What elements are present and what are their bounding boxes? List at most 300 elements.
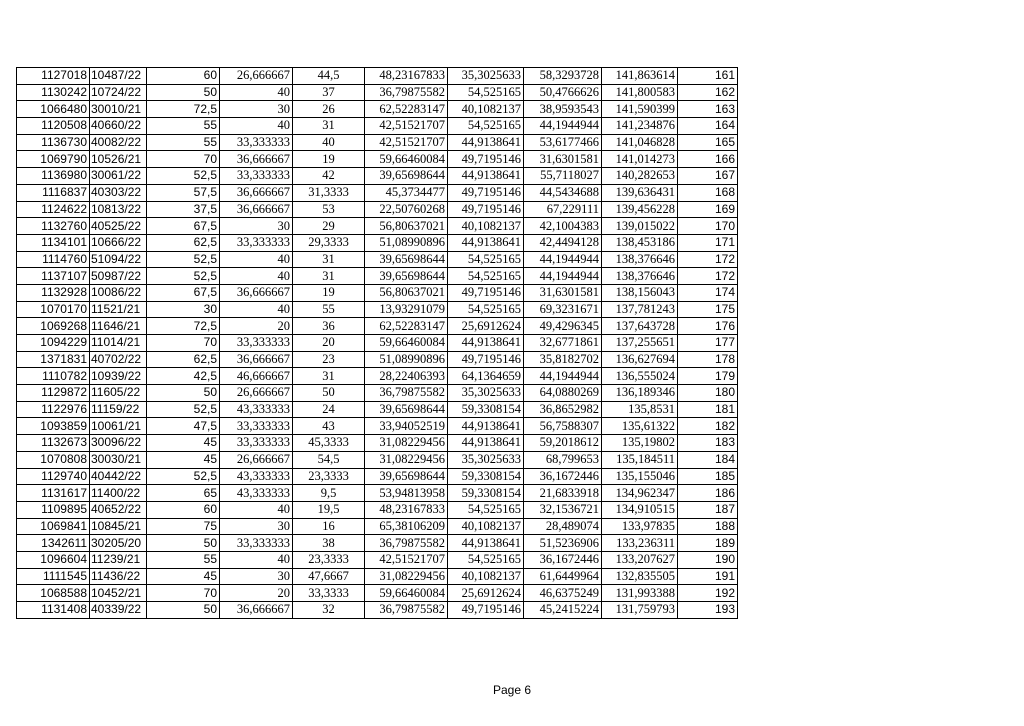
score-a-cell: 55 [147,551,220,568]
score-c-cell: 31 [293,118,365,135]
rank-cell: 186 [678,485,738,502]
score-b-cell: 33,333333 [220,234,293,251]
weighted-c-cell: 36,8652982 [524,401,602,418]
reference-cell: 11521/21 [90,301,147,318]
table-row [17,568,738,585]
weighted-a-cell: 48,23167833 [365,501,448,518]
score-c-cell: 19 [293,284,365,301]
record-id-cell: 1069790 [17,151,90,168]
total-cell: 131,759793 [602,602,678,619]
total-cell: 136,555024 [602,368,678,385]
score-c-cell: 32 [293,602,365,619]
weighted-a-cell: 48,23167833 [365,68,448,85]
weighted-c-cell: 50,4766626 [524,84,602,101]
total-cell: 134,910515 [602,501,678,518]
total-cell: 139,015022 [602,218,678,235]
reference-cell: 30010/21 [90,101,147,118]
table-row [17,218,738,235]
score-b-cell: 36,666667 [220,602,293,619]
score-c-cell: 23,3333 [293,468,365,485]
rank-cell: 179 [678,368,738,385]
score-c-cell: 40 [293,134,365,151]
weighted-a-cell: 56,80637021 [365,284,448,301]
reference-cell: 10666/22 [90,234,147,251]
score-b-cell: 33,333333 [220,435,293,452]
total-cell: 141,590399 [602,101,678,118]
score-a-cell: 47,5 [147,418,220,435]
weighted-c-cell: 44,1944944 [524,268,602,285]
score-a-cell: 62,5 [147,234,220,251]
total-cell: 133,207627 [602,551,678,568]
total-cell: 141,014273 [602,151,678,168]
rank-cell: 174 [678,284,738,301]
reference-cell: 10939/22 [90,368,147,385]
total-cell: 138,156043 [602,284,678,301]
weighted-b-cell: 49,7195146 [448,201,524,218]
reference-cell: 40303/22 [90,184,147,201]
record-id-cell: 1111545 [17,568,90,585]
record-id-cell: 1131617 [17,485,90,502]
rank-cell: 171 [678,234,738,251]
reference-cell: 40525/22 [90,218,147,235]
rank-cell: 181 [678,401,738,418]
score-b-cell: 20 [220,585,293,602]
score-b-cell: 36,666667 [220,351,293,368]
score-b-cell: 30 [220,218,293,235]
table-row [17,385,738,402]
weighted-c-cell: 49,4296345 [524,318,602,335]
weighted-a-cell: 65,38106209 [365,518,448,535]
score-c-cell: 23,3333 [293,551,365,568]
reference-cell: 50987/22 [90,268,147,285]
weighted-b-cell: 40,1082137 [448,218,524,235]
weighted-a-cell: 53,94813958 [365,485,448,502]
table-row [17,368,738,385]
total-cell: 138,453186 [602,234,678,251]
weighted-a-cell: 39,65698644 [365,168,448,185]
table-row [17,451,738,468]
weighted-c-cell: 44,1944944 [524,118,602,135]
total-cell: 137,781243 [602,301,678,318]
weighted-a-cell: 42,51521707 [365,551,448,568]
score-b-cell: 40 [220,118,293,135]
score-a-cell: 70 [147,151,220,168]
rank-cell: 185 [678,468,738,485]
rank-cell: 193 [678,602,738,619]
table-row [17,401,738,418]
weighted-b-cell: 35,3025633 [448,385,524,402]
total-cell: 138,376646 [602,268,678,285]
weighted-a-cell: 31,08229456 [365,568,448,585]
table-row [17,602,738,619]
weighted-b-cell: 59,3308154 [448,485,524,502]
weighted-a-cell: 31,08229456 [365,435,448,452]
record-id-cell: 1093859 [17,418,90,435]
weighted-a-cell: 59,66460084 [365,151,448,168]
table-row [17,234,738,251]
score-b-cell: 40 [220,551,293,568]
score-b-cell: 40 [220,84,293,101]
page-number: Page 6 [492,683,532,697]
total-cell: 135,61322 [602,418,678,435]
reference-cell: 11239/21 [90,551,147,568]
score-b-cell: 40 [220,301,293,318]
score-a-cell: 50 [147,84,220,101]
score-a-cell: 52,5 [147,168,220,185]
reference-cell: 10845/21 [90,518,147,535]
weighted-b-cell: 54,525165 [448,84,524,101]
reference-cell: 11400/22 [90,485,147,502]
total-cell: 141,234876 [602,118,678,135]
rank-cell: 164 [678,118,738,135]
score-c-cell: 42 [293,168,365,185]
weighted-a-cell: 22,50760268 [365,201,448,218]
weighted-a-cell: 36,79875582 [365,84,448,101]
score-a-cell: 75 [147,518,220,535]
weighted-c-cell: 42,1004383 [524,218,602,235]
weighted-c-cell: 21,6833918 [524,485,602,502]
table-row [17,268,738,285]
score-b-cell: 36,666667 [220,201,293,218]
score-a-cell: 52,5 [147,468,220,485]
score-c-cell: 43 [293,418,365,435]
weighted-a-cell: 39,65698644 [365,268,448,285]
score-a-cell: 52,5 [147,401,220,418]
rank-cell: 183 [678,435,738,452]
total-cell: 135,8531 [602,401,678,418]
score-b-cell: 26,666667 [220,385,293,402]
score-b-cell: 33,333333 [220,418,293,435]
record-id-cell: 1124622 [17,201,90,218]
weighted-c-cell: 56,7588307 [524,418,602,435]
table-row [17,335,738,352]
score-a-cell: 52,5 [147,251,220,268]
reference-cell: 40082/22 [90,134,147,151]
score-a-cell: 65 [147,485,220,502]
total-cell: 141,863614 [602,68,678,85]
rank-cell: 182 [678,418,738,435]
weighted-b-cell: 59,3308154 [448,401,524,418]
weighted-a-cell: 36,79875582 [365,602,448,619]
weighted-b-cell: 54,525165 [448,268,524,285]
weighted-a-cell: 31,08229456 [365,451,448,468]
score-a-cell: 37,5 [147,201,220,218]
reference-cell: 11436/22 [90,568,147,585]
score-c-cell: 38 [293,535,365,552]
table-row [17,485,738,502]
rank-cell: 189 [678,535,738,552]
score-b-cell: 26,666667 [220,451,293,468]
weighted-c-cell: 46,6375249 [524,585,602,602]
weighted-b-cell: 44,9138641 [448,435,524,452]
record-id-cell: 1136980 [17,168,90,185]
score-c-cell: 44,5 [293,68,365,85]
rank-cell: 165 [678,134,738,151]
total-cell: 137,643728 [602,318,678,335]
total-cell: 137,255651 [602,335,678,352]
score-b-cell: 43,333333 [220,401,293,418]
table-row [17,518,738,535]
table-row [17,301,738,318]
weighted-b-cell: 35,3025633 [448,68,524,85]
score-c-cell: 20 [293,335,365,352]
weighted-a-cell: 62,52283147 [365,101,448,118]
score-b-cell: 36,666667 [220,184,293,201]
score-b-cell: 46,666667 [220,368,293,385]
record-id-cell: 1129872 [17,385,90,402]
score-b-cell: 33,333333 [220,535,293,552]
score-a-cell: 45 [147,451,220,468]
weighted-b-cell: 54,525165 [448,501,524,518]
reference-cell: 11014/21 [90,335,147,352]
total-cell: 136,627694 [602,351,678,368]
score-a-cell: 55 [147,134,220,151]
reference-cell: 30061/22 [90,168,147,185]
rank-cell: 180 [678,385,738,402]
table-row [17,318,738,335]
table-row [17,418,738,435]
weighted-b-cell: 44,9138641 [448,168,524,185]
score-a-cell: 52,5 [147,268,220,285]
rank-cell: 175 [678,301,738,318]
total-cell: 133,97835 [602,518,678,535]
weighted-c-cell: 64,0880269 [524,385,602,402]
score-c-cell: 24 [293,401,365,418]
record-id-cell: 1137107 [17,268,90,285]
record-id-cell: 1069841 [17,518,90,535]
score-c-cell: 19 [293,151,365,168]
total-cell: 134,962347 [602,485,678,502]
reference-cell: 30030/21 [90,451,147,468]
reference-cell: 10813/22 [90,201,147,218]
score-a-cell: 42,5 [147,368,220,385]
record-id-cell: 1069268 [17,318,90,335]
weighted-b-cell: 40,1082137 [448,101,524,118]
weighted-b-cell: 35,3025633 [448,451,524,468]
weighted-c-cell: 59,2018612 [524,435,602,452]
reference-cell: 11159/22 [90,401,147,418]
table-row [17,151,738,168]
score-b-cell: 43,333333 [220,485,293,502]
score-b-cell: 33,333333 [220,335,293,352]
reference-cell: 10452/21 [90,585,147,602]
record-id-cell: 1129740 [17,468,90,485]
reference-cell: 10487/22 [90,68,147,85]
reference-cell: 30205/20 [90,535,147,552]
score-a-cell: 67,5 [147,218,220,235]
weighted-c-cell: 36,1672446 [524,551,602,568]
weighted-b-cell: 25,6912624 [448,318,524,335]
record-id-cell: 1127018 [17,68,90,85]
total-cell: 135,19802 [602,435,678,452]
weighted-b-cell: 54,525165 [448,301,524,318]
reference-cell: 40652/22 [90,501,147,518]
rank-cell: 169 [678,201,738,218]
score-a-cell: 45 [147,568,220,585]
table-row [17,551,738,568]
rank-cell: 163 [678,101,738,118]
rank-cell: 188 [678,518,738,535]
score-c-cell: 31,3333 [293,184,365,201]
score-b-cell: 20 [220,318,293,335]
weighted-c-cell: 32,6771861 [524,335,602,352]
rank-cell: 167 [678,168,738,185]
score-c-cell: 45,3333 [293,435,365,452]
score-c-cell: 26 [293,101,365,118]
record-id-cell: 1116837 [17,184,90,201]
record-id-cell: 1122976 [17,401,90,418]
score-c-cell: 47,6667 [293,568,365,585]
record-id-cell: 1068588 [17,585,90,602]
table-row [17,468,738,485]
record-id-cell: 1136730 [17,134,90,151]
score-a-cell: 50 [147,385,220,402]
weighted-b-cell: 44,9138641 [448,335,524,352]
table-row [17,134,738,151]
weighted-b-cell: 54,525165 [448,551,524,568]
total-cell: 131,993388 [602,585,678,602]
record-id-cell: 1066480 [17,101,90,118]
table-row [17,84,738,101]
total-cell: 140,282653 [602,168,678,185]
score-b-cell: 36,666667 [220,284,293,301]
weighted-b-cell: 49,7195146 [448,184,524,201]
score-c-cell: 53 [293,201,365,218]
score-b-cell: 30 [220,101,293,118]
score-a-cell: 45 [147,435,220,452]
weighted-a-cell: 39,65698644 [365,401,448,418]
record-id-cell: 1070808 [17,451,90,468]
table-row [17,118,738,135]
score-c-cell: 31 [293,368,365,385]
total-cell: 135,155046 [602,468,678,485]
record-id-cell: 1096604 [17,551,90,568]
weighted-a-cell: 51,08990896 [365,234,448,251]
rank-cell: 187 [678,501,738,518]
rank-cell: 191 [678,568,738,585]
weighted-a-cell: 33,94052519 [365,418,448,435]
total-cell: 141,800583 [602,84,678,101]
score-c-cell: 55 [293,301,365,318]
weighted-a-cell: 39,65698644 [365,468,448,485]
record-id-cell: 1094229 [17,335,90,352]
weighted-c-cell: 45,2415224 [524,602,602,619]
weighted-a-cell: 28,22406393 [365,368,448,385]
table-row [17,184,738,201]
record-id-cell: 1130242 [17,84,90,101]
rank-cell: 176 [678,318,738,335]
weighted-c-cell: 32,1536721 [524,501,602,518]
reference-cell: 40660/22 [90,118,147,135]
record-id-cell: 1120508 [17,118,90,135]
score-b-cell: 33,333333 [220,134,293,151]
record-id-cell: 1134101 [17,234,90,251]
score-c-cell: 29 [293,218,365,235]
reference-cell: 10724/22 [90,84,147,101]
rank-cell: 177 [678,335,738,352]
weighted-b-cell: 54,525165 [448,251,524,268]
weighted-b-cell: 44,9138641 [448,234,524,251]
weighted-b-cell: 49,7195146 [448,351,524,368]
rank-cell: 166 [678,151,738,168]
weighted-b-cell: 40,1082137 [448,518,524,535]
weighted-a-cell: 42,51521707 [365,134,448,151]
rank-cell: 192 [678,585,738,602]
reference-cell: 10526/21 [90,151,147,168]
score-b-cell: 40 [220,501,293,518]
weighted-a-cell: 13,93291079 [365,301,448,318]
score-b-cell: 40 [220,251,293,268]
reference-cell: 40339/22 [90,602,147,619]
score-a-cell: 60 [147,68,220,85]
reference-cell: 30096/22 [90,435,147,452]
ranking-table [16,67,738,619]
table-row [17,168,738,185]
weighted-c-cell: 28,489074 [524,518,602,535]
weighted-c-cell: 51,5236906 [524,535,602,552]
weighted-c-cell: 69,3231671 [524,301,602,318]
score-a-cell: 67,5 [147,284,220,301]
score-c-cell: 31 [293,251,365,268]
rank-cell: 172 [678,251,738,268]
weighted-c-cell: 31,6301581 [524,151,602,168]
total-cell: 139,456228 [602,201,678,218]
weighted-a-cell: 56,80637021 [365,218,448,235]
score-c-cell: 37 [293,84,365,101]
weighted-b-cell: 64,1364659 [448,368,524,385]
score-b-cell: 40 [220,268,293,285]
table-row [17,535,738,552]
score-c-cell: 29,3333 [293,234,365,251]
score-b-cell: 30 [220,568,293,585]
weighted-c-cell: 44,1944944 [524,251,602,268]
weighted-c-cell: 68,799653 [524,451,602,468]
score-a-cell: 60 [147,501,220,518]
score-c-cell: 16 [293,518,365,535]
weighted-a-cell: 36,79875582 [365,535,448,552]
weighted-b-cell: 44,9138641 [448,134,524,151]
reference-cell: 11646/21 [90,318,147,335]
reference-cell: 51094/22 [90,251,147,268]
table-row [17,351,738,368]
weighted-a-cell: 51,08990896 [365,351,448,368]
table-row [17,101,738,118]
record-id-cell: 1371831 [17,351,90,368]
reference-cell: 10061/21 [90,418,147,435]
score-a-cell: 50 [147,602,220,619]
record-id-cell: 1114760 [17,251,90,268]
weighted-b-cell: 49,7195146 [448,602,524,619]
score-c-cell: 23 [293,351,365,368]
table-row [17,501,738,518]
weighted-c-cell: 42,4494128 [524,234,602,251]
rank-cell: 162 [678,84,738,101]
score-a-cell: 70 [147,585,220,602]
total-cell: 133,236311 [602,535,678,552]
weighted-b-cell: 54,525165 [448,118,524,135]
reference-cell: 10086/22 [90,284,147,301]
record-id-cell: 1342611 [17,535,90,552]
score-a-cell: 72,5 [147,318,220,335]
score-a-cell: 30 [147,301,220,318]
score-a-cell: 70 [147,335,220,352]
weighted-a-cell: 45,3734477 [365,184,448,201]
total-cell: 138,376646 [602,251,678,268]
record-id-cell: 1109895 [17,501,90,518]
score-b-cell: 26,666667 [220,68,293,85]
weighted-c-cell: 38,9593543 [524,101,602,118]
weighted-b-cell: 59,3308154 [448,468,524,485]
